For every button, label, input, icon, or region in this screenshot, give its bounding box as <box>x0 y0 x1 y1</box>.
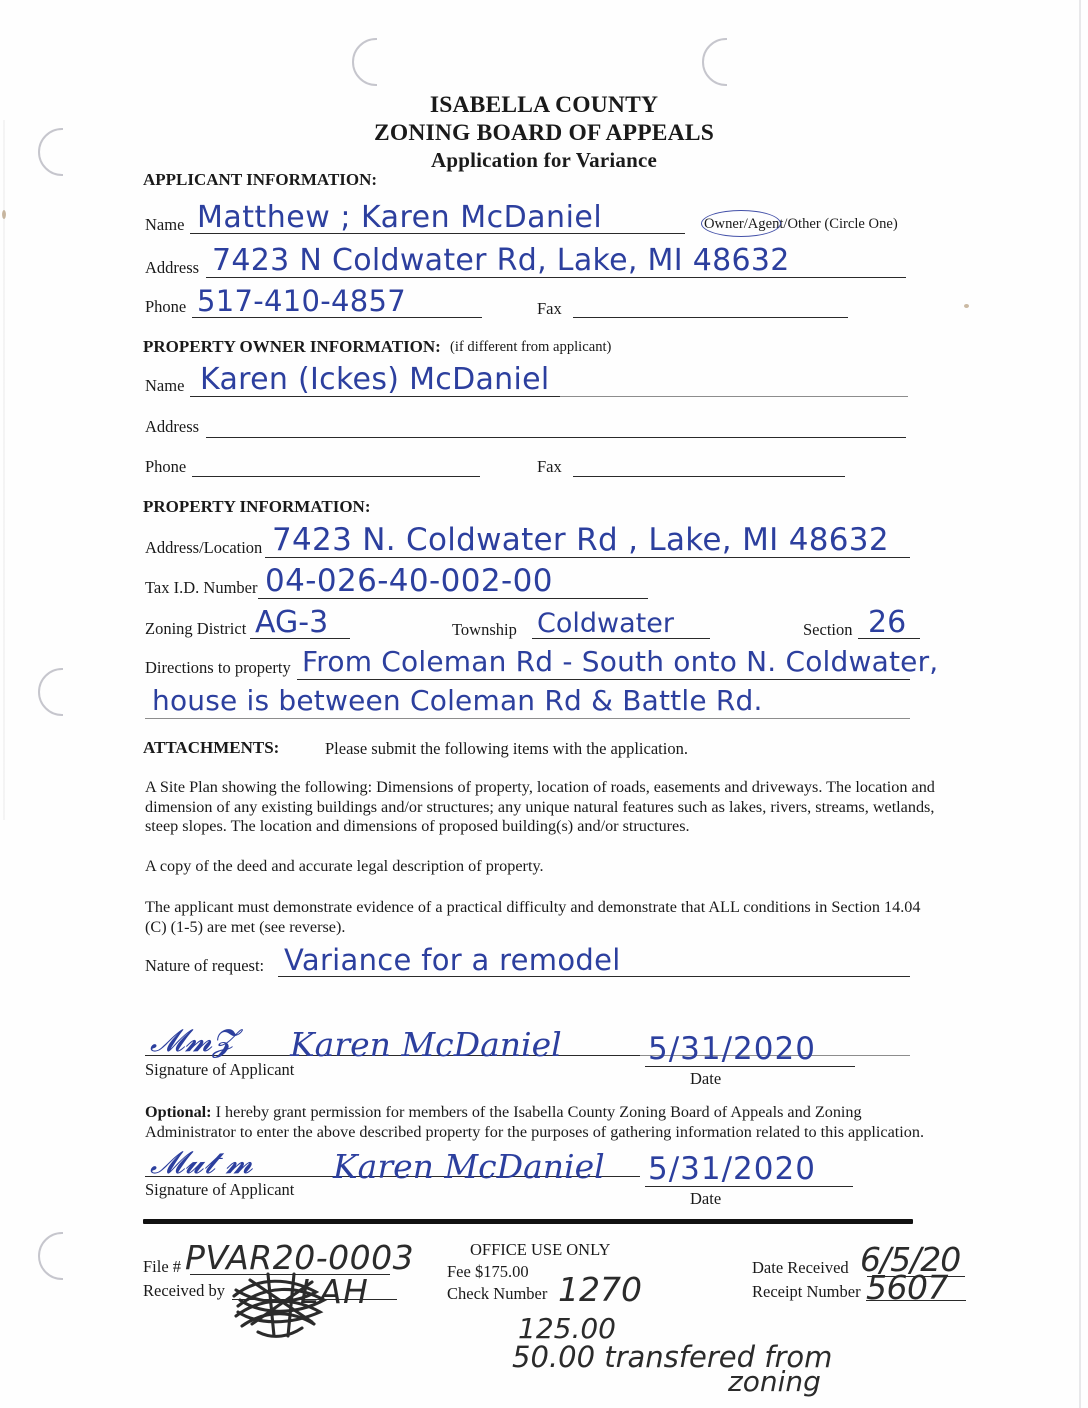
optional-permission-text: I hereby grant permission for members of the Isabella County Zoning Board of Appeals and Zoning Administrator to enter the above described property for the purposes of gathering information related to this application. <box>145 1103 925 1141</box>
property-address-value: 7423 N. Coldwater Rd , Lake, MI 48632 <box>272 522 889 558</box>
zoning-district-value: AG-3 <box>255 605 329 640</box>
attachments-heading: ATTACHMENTS: <box>143 738 280 757</box>
owner-phone-rule <box>192 476 480 477</box>
owner-section-heading-note: (if different from applicant) <box>450 339 612 355</box>
date-label-1: Date <box>690 1069 722 1088</box>
hole-punch-mark <box>38 668 86 716</box>
applicant-section-heading: APPLICANT INFORMATION: <box>143 170 378 189</box>
tax-id-label: Tax I.D. Number <box>145 578 258 597</box>
applicant-signature-mark-1: 𝓜𝓶𝓩 <box>150 1023 235 1059</box>
attachments-paragraph-2: A copy of the deed and accurate legal description of property. <box>145 857 544 875</box>
check-number-label: Check Number <box>447 1284 548 1303</box>
applicant-phone-value: 517-410-4857 <box>197 284 407 318</box>
tax-id-value: 04-026-40-002-00 <box>265 563 553 599</box>
hole-punch-mark <box>352 38 400 86</box>
applicant-name-value: Matthew ; Karen McDaniel <box>197 200 603 235</box>
owner-name-rule-ext <box>560 396 908 397</box>
applicant-address-value: 7423 N Coldwater Rd, Lake, MI 48632 <box>212 243 790 278</box>
receipt-number-label: Receipt Number <box>752 1282 861 1301</box>
applicant-fax-rule <box>573 317 848 318</box>
office-note-line-1: 125.00 <box>518 1312 616 1345</box>
received-by-value: LAH <box>300 1272 369 1311</box>
owner-name-label: Name <box>145 376 185 395</box>
property-address-label: Address/Location <box>145 538 263 557</box>
scan-speck <box>964 304 969 308</box>
office-use-heading: OFFICE USE ONLY <box>470 1240 611 1259</box>
owner-phone-label: Phone <box>145 457 187 476</box>
optional-permission-paragraph <box>145 1103 935 1142</box>
office-use-divider <box>143 1219 913 1224</box>
attachments-paragraph-1: A Site Plan showing the following: Dimensions of property, location of roads, easements and driveways. The location and dimension of any existing buildings and/or structures; any unique natural features such as lakes, rivers, streams, wetlands, steep slopes. The location and dimensions of proposed building(s) and/or structures. <box>145 778 935 836</box>
section-label: Section <box>803 620 853 639</box>
signature-label-1: Signature of Applicant <box>145 1060 295 1079</box>
receipt-number-value: 5607 <box>866 1268 948 1307</box>
township-label: Township <box>452 620 517 639</box>
date-received-label: Date Received <box>752 1258 849 1277</box>
file-number-label: File # <box>143 1257 182 1276</box>
document-title-line-3: Application for Variance <box>430 148 658 172</box>
file-number-value: PVAR20-0003 <box>185 1238 415 1277</box>
office-note-line-3: zoning <box>728 1365 821 1398</box>
office-note-line-2: 50.00 transfered from <box>512 1340 833 1374</box>
document-title-line-2: ZONING BOARD OF APPEALS <box>374 120 714 146</box>
directions-rule-2 <box>145 718 910 719</box>
owner-fax-label: Fax <box>537 457 562 476</box>
owner-fax-rule <box>573 476 845 477</box>
fee-label: Fee $175.00 <box>447 1262 529 1281</box>
circled-owner-mark <box>701 210 781 237</box>
scan-speck <box>2 210 6 219</box>
applicant-signature-1: Karen McDaniel <box>290 1025 562 1064</box>
section-value: 26 <box>868 605 907 640</box>
zoning-district-label: Zoning District <box>145 619 247 638</box>
owner-address-label: Address <box>145 417 200 436</box>
hole-punch-mark <box>702 38 750 86</box>
scan-edge-artifact-left <box>3 120 5 820</box>
date-label-2: Date <box>690 1189 722 1208</box>
check-number-value: 1270 <box>558 1270 642 1309</box>
directions-line-1: From Coleman Rd - South onto N. Coldwater, <box>302 645 939 678</box>
circle-one-note: Owner/Agent/Other (Circle One) <box>704 216 898 232</box>
applicant-phone-label: Phone <box>145 297 187 316</box>
signature-label-2: Signature of Applicant <box>145 1180 295 1199</box>
scan-edge-artifact <box>1079 0 1081 1408</box>
directions-rule-1 <box>297 679 910 680</box>
directions-label: Directions to property <box>145 658 291 677</box>
signature-date-1: 5/31/2020 <box>648 1031 816 1067</box>
applicant-name-label: Name <box>145 215 185 234</box>
applicant-signature-2: Karen McDaniel <box>333 1147 605 1186</box>
directions-line-2: house is between Coleman Rd & Battle Rd. <box>152 684 763 717</box>
attachments-paragraph-3: The applicant must demonstrate evidence of a practical difficulty and demonstrate that ALL conditions in Section 14.04 (C) (1-5) are met (see reverse). <box>145 898 921 936</box>
hole-punch-mark <box>38 1232 86 1280</box>
attachments-heading-note: Please submit the following items with the application. <box>325 739 688 758</box>
document-title-line-1: ISABELLA COUNTY <box>429 92 659 118</box>
owner-section-heading: PROPERTY OWNER INFORMATION: <box>143 337 441 356</box>
date-received-value: 6/5/20 <box>860 1240 961 1279</box>
property-section-heading: PROPERTY INFORMATION: <box>143 497 371 516</box>
township-value: Coldwater <box>537 608 674 639</box>
owner-name-value: Karen (Ickes) McDaniel <box>200 362 550 397</box>
applicant-signature-mark-2: 𝓜𝓾𝓽 𝓶 <box>150 1145 254 1181</box>
signature-date-2: 5/31/2020 <box>648 1151 816 1187</box>
nature-of-request-value: Variance for a remodel <box>284 943 621 977</box>
received-by-label: Received by <box>143 1281 226 1300</box>
optional-lead-label: Optional: <box>145 1103 212 1121</box>
nature-of-request-label: Nature of request: <box>145 956 265 975</box>
applicant-fax-label: Fax <box>537 299 562 318</box>
owner-address-rule <box>206 437 906 438</box>
applicant-address-label: Address <box>145 258 200 277</box>
